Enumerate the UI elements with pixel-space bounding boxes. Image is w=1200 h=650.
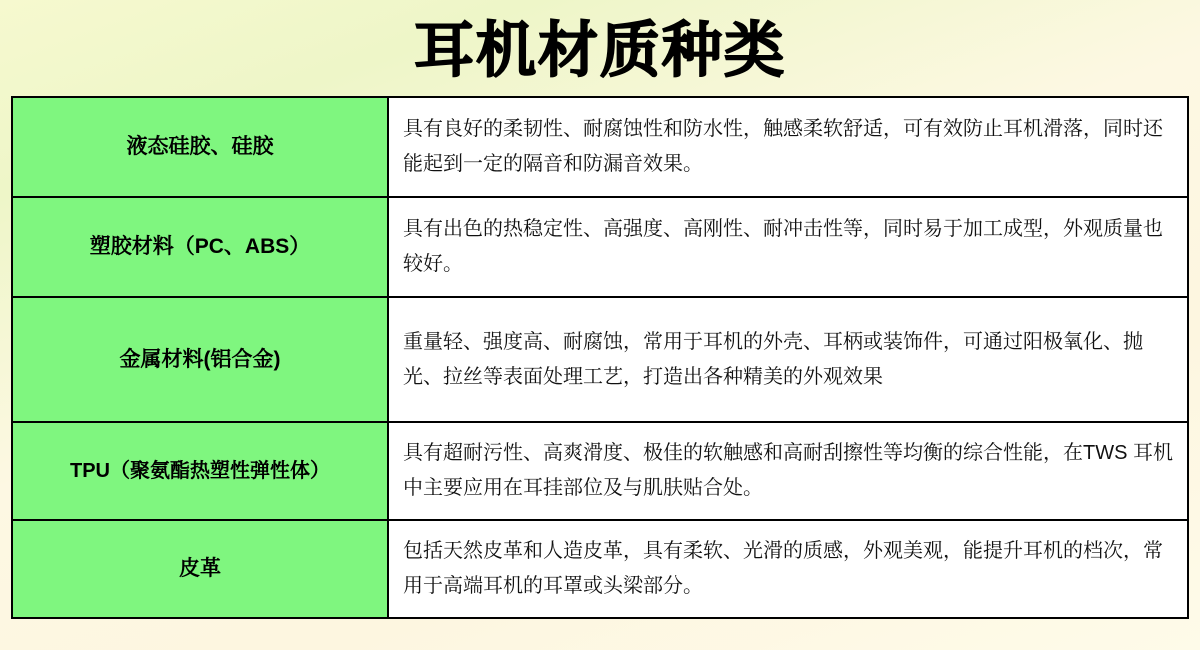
material-name-cell: 金属材料(铝合金): [12, 297, 388, 422]
materials-table-body: [12, 97, 1188, 618]
table-row: [12, 197, 1188, 297]
material-description-cell: 重量轻、强度高、耐腐蚀，常用于耳机的外壳、耳柄或装饰件，可通过阳极氧化、抛光、拉丝等表面处理工艺，打造出各种精美的外观效果: [388, 297, 1188, 422]
table-row: [12, 297, 1188, 422]
page-title: 耳机材质种类: [414, 17, 786, 84]
table-row: [12, 520, 1188, 618]
table-row: [12, 97, 1188, 197]
material-name-cell: 液态硅胶、硅胶: [12, 97, 388, 197]
material-description-cell: 具有良好的柔韧性、耐腐蚀性和防水性，触感柔软舒适，可有效防止耳机滑落，同时还能起到一定的隔音和防漏音效果。: [388, 97, 1188, 197]
material-description-cell: 具有出色的热稳定性、高强度、高刚性、耐冲击性等，同时易于加工成型，外观质量也较好。: [388, 197, 1188, 297]
material-name-cell: 塑胶材料（PC、ABS）: [12, 197, 388, 297]
material-name-cell: 皮革: [12, 520, 388, 618]
material-description-cell: 包括天然皮革和人造皮革，具有柔软、光滑的质感，外观美观，能提升耳机的档次，常用于高端耳机的耳罩或头梁部分。: [388, 520, 1188, 618]
table-row: [12, 422, 1188, 520]
material-description-cell: 具有超耐污性、高爽滑度、极佳的软触感和高耐刮擦性等均衡的综合性能，在TWS 耳机中主要应用在耳挂部位及与肌肤贴合处。: [388, 422, 1188, 520]
material-name-cell: TPU（聚氨酯热塑性弹性体）: [12, 422, 388, 520]
materials-table: [11, 96, 1189, 619]
